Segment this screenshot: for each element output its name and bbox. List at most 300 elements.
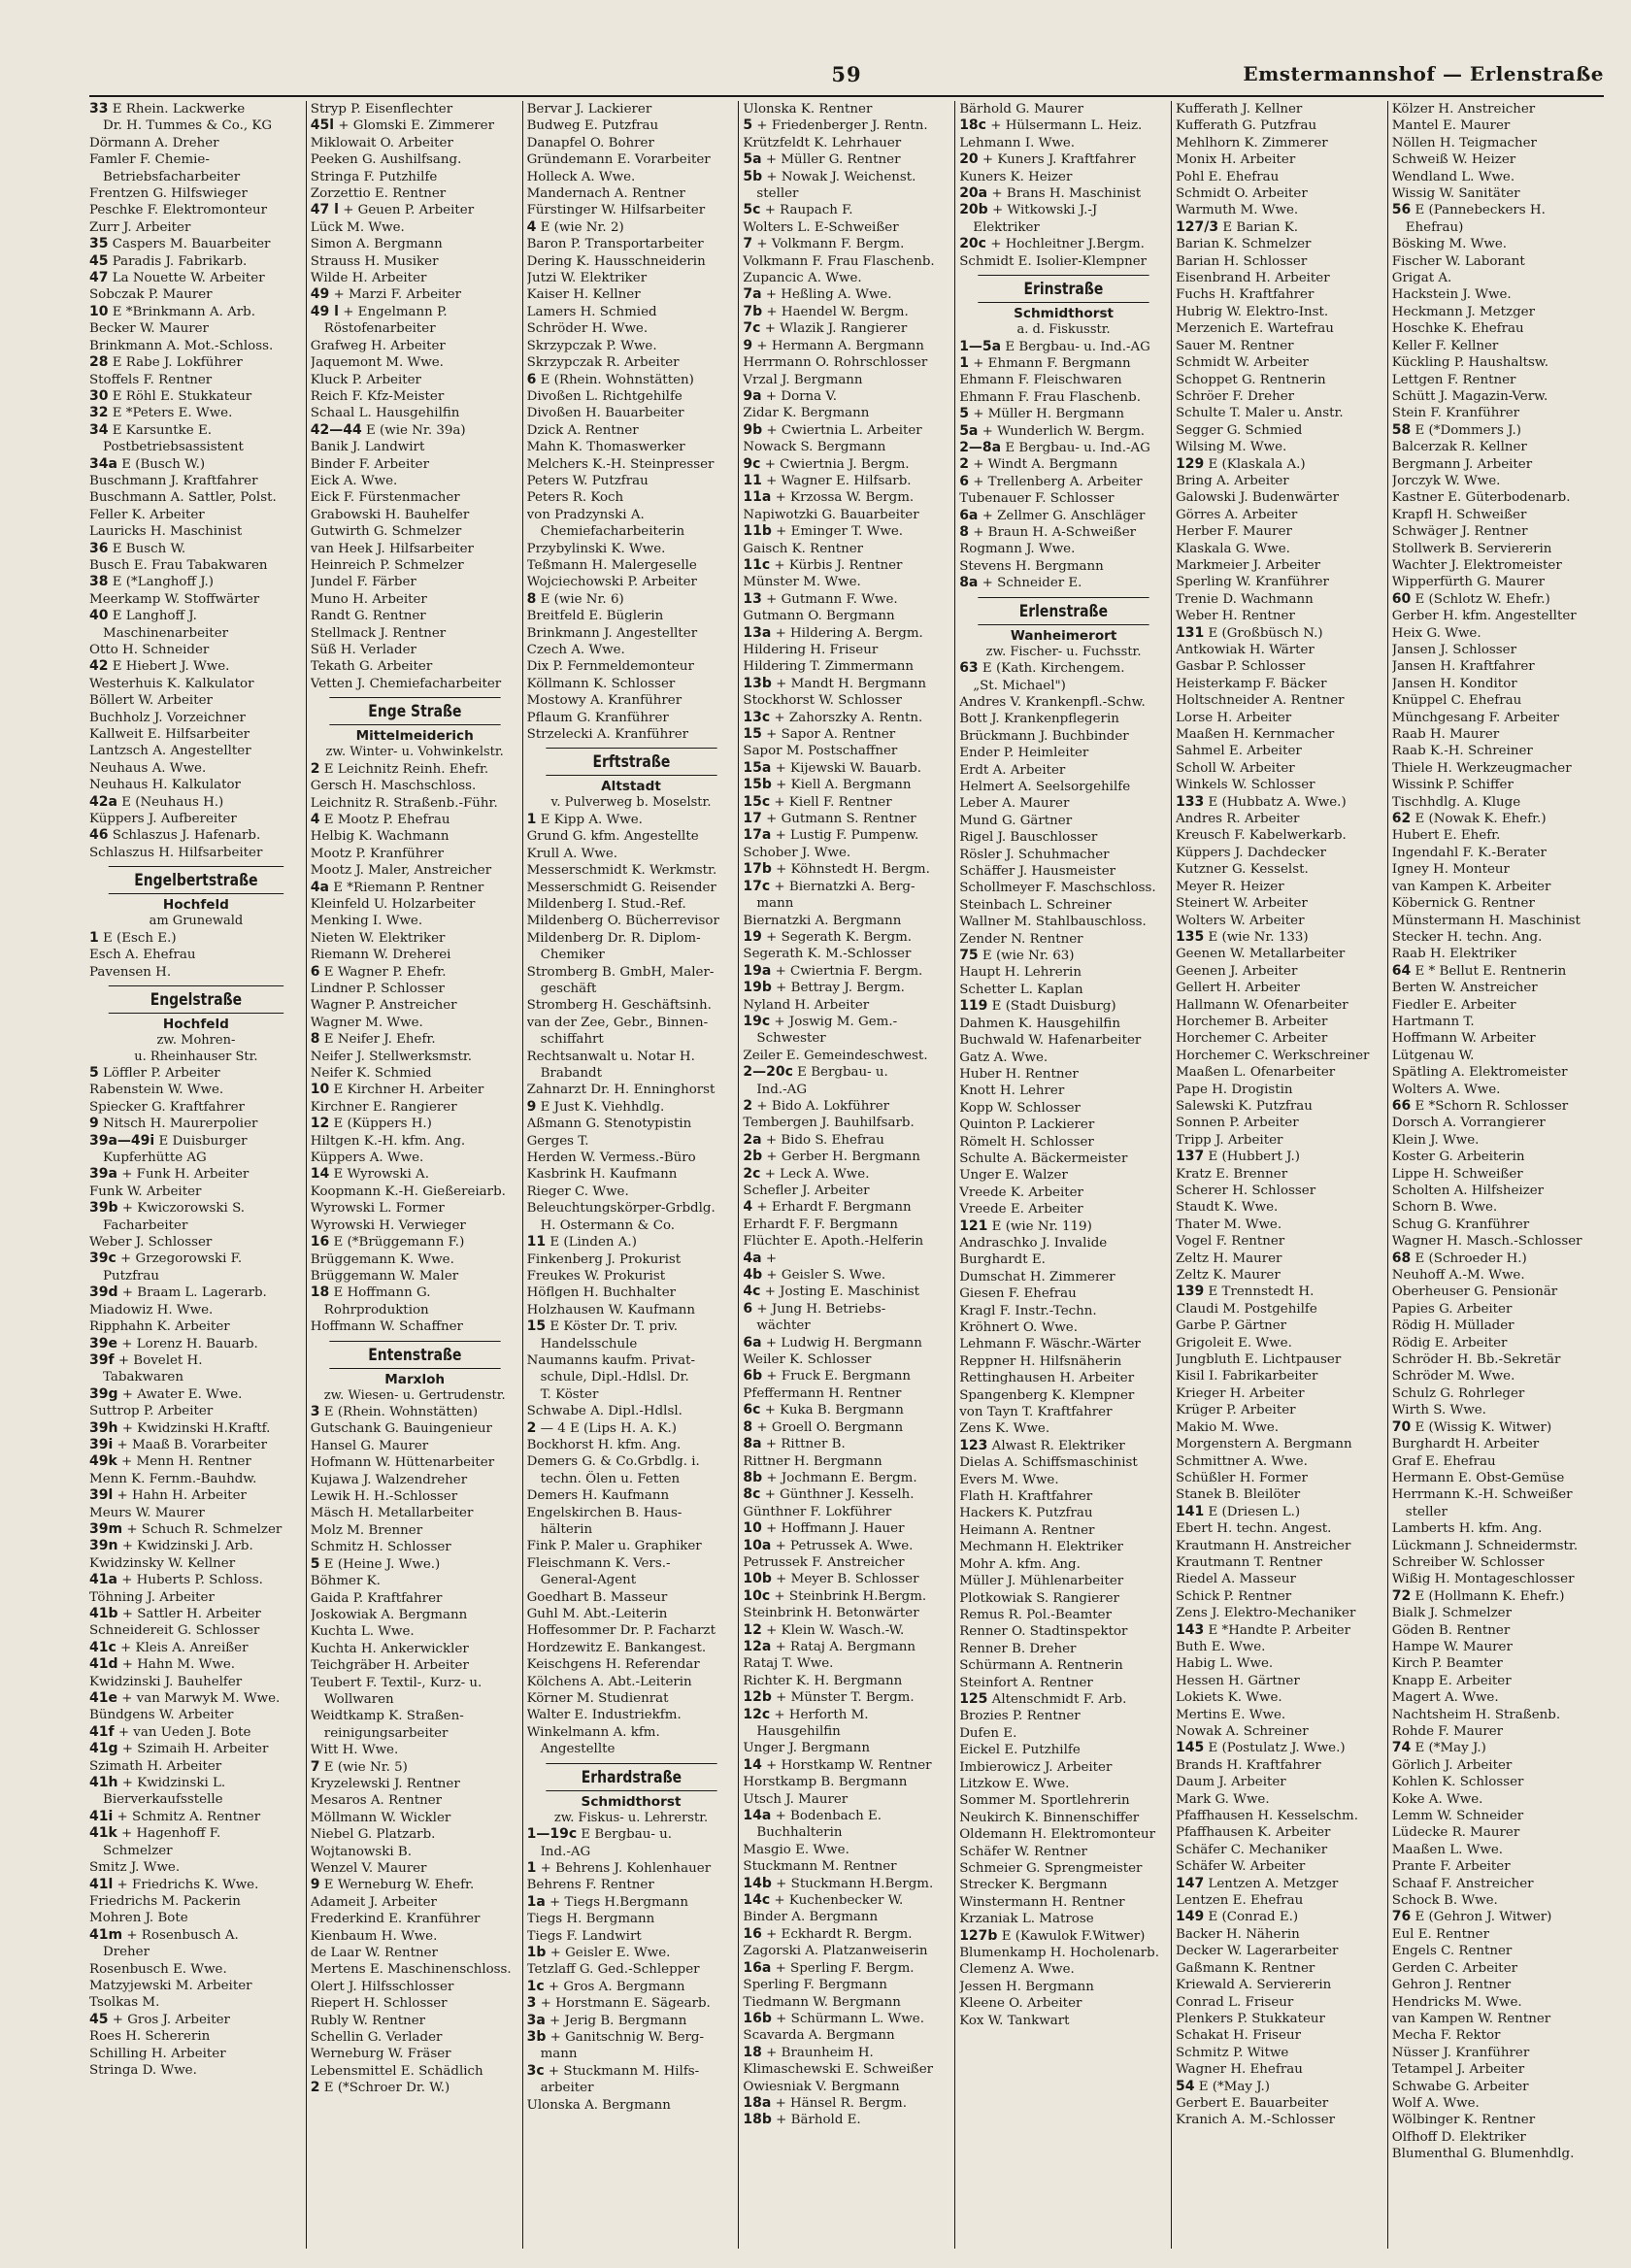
entry-text: + Segerath K. Bergm. (761, 929, 913, 945)
street-location-note: zw. Fiskus- u. Lehrerstr. (553, 1810, 709, 1825)
entry-text: E (Pannebeckers H. (1411, 203, 1546, 218)
entry-continuation (527, 2080, 736, 2096)
entry-text: E (*Langhoff J.) (108, 575, 215, 590)
resident-entry (89, 642, 303, 658)
resident-entry (959, 440, 1168, 456)
resident-entry (527, 812, 736, 828)
resident-entry (959, 355, 1168, 372)
entry-text: Wollwaren (323, 1691, 394, 1707)
resident-entry (1176, 794, 1384, 811)
resident-entry (1176, 811, 1384, 827)
resident-entry (89, 1555, 303, 1572)
resident-entry (89, 557, 303, 574)
entry-text: Oberheuser G. Pensionär (1391, 1284, 1558, 1300)
resident-entry (1392, 1842, 1601, 1858)
entry-text: Tsolkas M. (89, 1995, 160, 2011)
entry-text: Tekath G. Arbeiter (310, 659, 433, 675)
resident-entry (743, 913, 951, 929)
entry-text: Grabowski H. Bauhelfer (310, 507, 470, 522)
entry-text: + Grzegorowski F. (116, 1251, 243, 1267)
entry-text: Schetter L. Kaplan (959, 982, 1083, 997)
resident-entry (743, 253, 951, 270)
entry-text: Schulte T. Maler u. Anstr. (1175, 406, 1344, 421)
entry-text: Jaquemont M. Wwe. (310, 355, 444, 371)
entry-text: + Erhardt F. Bergmann (752, 1200, 912, 1216)
entry-text: + Hochleitner J.Bergm. (985, 237, 1145, 252)
entry-text: Zorzettio E. Rentner (310, 186, 447, 202)
entry-text: Ind.-AG (756, 1082, 808, 1097)
entry-text: Kriewald A. Serviererin (1175, 1978, 1332, 1993)
house-number: 32 (89, 405, 109, 421)
entry-text: Wenzel V. Maurer (310, 1861, 427, 1876)
entry-text: Rosenbusch E. Wwe. (89, 1961, 227, 1977)
entry-text: Clemenz A. Wwe. (959, 1962, 1075, 1978)
house-number: 5 (743, 117, 753, 134)
resident-entry (311, 1556, 519, 1573)
entry-text: Bervar J. Lackierer (526, 102, 652, 117)
resident-entry (1176, 1554, 1384, 1571)
resident-entry (959, 1894, 1168, 1911)
entry-text: Jansen H. Kraftfahrer (1391, 659, 1535, 675)
entry-text: Famler F. Chemie- (89, 152, 210, 168)
entry-text: Kuchta H. Ankerwickler (310, 1641, 469, 1656)
resident-entry (1392, 405, 1601, 421)
street-heading: Erlenstraße (979, 597, 1149, 625)
entry-text: Pflaum G. Kranführer (526, 710, 669, 725)
resident-entry (959, 1134, 1168, 1151)
resident-entry (89, 151, 303, 168)
entry-text: Messerschmidt K. Werkmstr. (526, 863, 717, 879)
entry-text: + Bido A. Lokführer (752, 1098, 890, 1114)
house-number: 19 (743, 928, 762, 945)
resident-entry (89, 185, 303, 202)
entry-text: Andraschko J. Invalide (959, 1235, 1108, 1251)
entry-text: Demers G. & Co.Grbdlg. i. (526, 1454, 700, 1470)
entry-text: Litzkow E. Wwe. (959, 1776, 1070, 1791)
resident-entry (89, 1538, 303, 1554)
entry-text: Schmittner A. Wwe. (1175, 1453, 1308, 1469)
resident-entry (89, 845, 303, 861)
entry-text: E (wie Nr. 63) (978, 949, 1075, 964)
resident-entry (311, 1522, 519, 1539)
entry-continuation (527, 1741, 736, 1757)
resident-entry (311, 1657, 519, 1674)
house-number: 19b (743, 980, 772, 996)
resident-entry (89, 1690, 303, 1707)
entry-text: E (Hollmann K. Ehefr.) (1411, 1588, 1565, 1604)
resident-entry (743, 541, 951, 557)
entry-text: + Sattler H. Arbeiter (117, 1607, 261, 1621)
resident-entry (1176, 1774, 1384, 1790)
entry-text: Burghardt E. (959, 1252, 1046, 1268)
house-number: 42 (89, 658, 109, 675)
entry-text: Matzyjewski M. Arbeiter (89, 1978, 252, 1993)
house-number: 45 (89, 2011, 109, 2027)
resident-entry (1176, 1858, 1384, 1875)
resident-entry (1392, 1977, 1601, 1993)
entry-text: Heinreich P. Schmelzer (310, 557, 464, 573)
house-number: 8c (743, 1486, 761, 1503)
resident-entry (527, 828, 736, 845)
resident-entry (1392, 1217, 1601, 1233)
resident-entry (89, 1437, 303, 1453)
resident-entry (527, 320, 736, 337)
house-number: 10b (743, 1571, 772, 1587)
entry-text: + Kürbis J. Rentner (770, 557, 903, 573)
resident-entry (311, 1776, 519, 1792)
house-number: 64 (1391, 962, 1412, 979)
resident-entry (527, 1724, 736, 1741)
resident-entry (1176, 320, 1384, 337)
entry-text: Kirch P. Beamter (1391, 1656, 1503, 1672)
entry-text: Blumenthal G. Blumenhdlg. (1391, 2147, 1575, 2162)
resident-entry (89, 1809, 303, 1825)
resident-entry (89, 1927, 303, 1944)
entry-text: E Neifer J. Ehefr. (319, 1032, 436, 1048)
resident-entry (743, 726, 951, 743)
resident-entry (527, 846, 736, 862)
resident-entry (311, 1675, 519, 1691)
resident-entry (311, 812, 519, 828)
entry-text: Jutzi W. Elektriker (526, 271, 648, 286)
resident-entry (743, 372, 951, 388)
entry-text: E Bergbau- u. Ind.-AG (1001, 441, 1150, 455)
entry-text: hälterin (540, 1522, 593, 1537)
house-number: 39n (89, 1538, 118, 1554)
resident-entry (89, 1082, 303, 1098)
entry-text: + Brans H. Maschinist (987, 186, 1142, 202)
entry-text: steller (756, 186, 799, 202)
entry-text: E (Kawulok F.Witwer) (997, 1928, 1146, 1944)
house-number: 123 (959, 1437, 988, 1453)
entry-text: + Cwiertnia F. Bergm. (771, 963, 923, 979)
entry-text: Stringa F. Putzhilfe (310, 169, 438, 184)
resident-entry (1392, 1926, 1601, 1943)
resident-entry (311, 828, 519, 845)
entry-text: + Friedrichs K. Wwe. (113, 1877, 259, 1892)
resident-entry (311, 1539, 519, 1555)
entry-text: Görres A. Arbeiter (1175, 507, 1298, 522)
entry-text: Monix H. Arbeiter (1175, 152, 1296, 168)
resident-entry (743, 338, 951, 354)
resident-entry (743, 642, 951, 658)
entry-text: Busch E. Frau Tabakwaren (89, 557, 268, 573)
house-number: 3c (526, 2062, 545, 2079)
resident-entry (1392, 489, 1601, 506)
entry-text: Schäfer W. Rentner (959, 1844, 1087, 1859)
resident-entry (959, 1759, 1168, 1776)
entry-text: E (Gehron J. Witwer) (1411, 1910, 1552, 1925)
resident-entry (1392, 1183, 1601, 1199)
entry-text: Galowski J. Budenwärter (1175, 490, 1339, 506)
resident-entry (959, 1725, 1168, 1742)
entry-text: Zidar K. Bergmann (743, 406, 870, 421)
resident-entry (1392, 827, 1601, 844)
resident-entry (959, 1472, 1168, 1488)
entry-text: + Stuckmann H.Bergm. (771, 1876, 934, 1891)
resident-entry (311, 1759, 519, 1776)
entry-text: + Steinbrink H.Bergm. (770, 1588, 927, 1604)
resident-entry (89, 1487, 303, 1504)
resident-entry (311, 1607, 519, 1623)
resident-entry (1392, 1588, 1601, 1605)
house-number: 49 (310, 286, 330, 303)
resident-entry (1392, 1267, 1601, 1284)
resident-entry (959, 1792, 1168, 1809)
entry-text: Schwabe G. Arbeiter (1391, 2079, 1529, 2094)
entry-text: E (Busch W.) (116, 456, 206, 472)
entry-text: + Volkmann F. Bergm. (752, 237, 905, 252)
resident-entry (743, 2011, 951, 2027)
entry-text: + Kwidzinski L. (117, 1776, 226, 1791)
resident-entry (1176, 1824, 1384, 1841)
house-number: 7 (743, 236, 753, 252)
resident-entry (1176, 710, 1384, 726)
resident-entry (89, 1336, 303, 1352)
resident-entry (1176, 338, 1384, 354)
resident-entry (311, 1234, 519, 1251)
entry-text: Mohr A. kfm. Ang. (959, 1556, 1081, 1572)
resident-entry (743, 1622, 951, 1639)
entry-text: Vogel F. Rentner (1175, 1234, 1285, 1250)
resident-entry (743, 1132, 951, 1149)
resident-entry (311, 1150, 519, 1166)
resident-entry (89, 1775, 303, 1791)
entry-text: Grigoleit E. Wwe. (1175, 1335, 1292, 1351)
resident-entry (527, 1640, 736, 1656)
house-number: 1 (959, 354, 969, 371)
resident-entry (1176, 388, 1384, 405)
resident-entry (311, 676, 519, 692)
entry-text: + Hahn M. Wwe. (117, 1657, 236, 1673)
entry-text: Tiegs F. Landwirt (526, 1928, 642, 1944)
entry-text: E (Nowak K. Ehefr.) (1411, 812, 1547, 827)
resident-entry (959, 964, 1168, 981)
resident-entry (311, 219, 519, 236)
resident-entry (527, 1995, 736, 2012)
entry-text: van Heek J. Hilfsarbeiter (310, 541, 474, 556)
house-number: 127b (959, 1927, 998, 1944)
entry-text: Münchgesang F. Arbeiter (1391, 710, 1559, 725)
resident-entry (311, 1792, 519, 1809)
resident-entry (1176, 1673, 1384, 1689)
resident-entry (89, 541, 303, 557)
resident-entry (89, 591, 303, 608)
district-name: Marxloh (384, 1371, 446, 1387)
resident-entry (1176, 692, 1384, 709)
street-heading: Erhardstraße (546, 1763, 716, 1791)
entry-text: Schröder H. Bb.-Sekretär (1391, 1352, 1561, 1368)
house-number: 72 (1391, 1587, 1412, 1604)
resident-entry (959, 1522, 1168, 1539)
entry-text: Hildering T. Zimmermann (743, 659, 914, 675)
resident-entry (311, 608, 519, 624)
entry-text: Schlaszus J. Hafenarb. (108, 828, 261, 844)
entry-text: Mostowy A. Kranführer (526, 693, 682, 709)
entry-text: Meyer R. Heizer (1175, 879, 1284, 894)
entry-text: Rohde F. Maurer (1391, 1724, 1504, 1739)
resident-entry (311, 236, 519, 252)
resident-entry (743, 1335, 951, 1351)
resident-entry (1392, 473, 1601, 489)
resident-entry (527, 964, 736, 981)
entry-text: Quinton P. Lackierer (959, 1117, 1095, 1133)
entry-text: Knüppel C. Ehefrau (1391, 693, 1522, 709)
resident-entry (743, 845, 951, 861)
house-number: 10 (310, 1082, 330, 1098)
entry-text: Schaaf F. Anstreicher (1391, 1876, 1534, 1891)
resident-entry (959, 1641, 1168, 1657)
resident-entry (89, 286, 303, 303)
entry-continuation (527, 2046, 736, 2062)
entry-text: + Awater E. Wwe. (117, 1386, 243, 1402)
entry-text: techn. Ölen u. Fetten (540, 1471, 681, 1486)
house-number: 11 (526, 1234, 547, 1251)
resident-entry (1392, 1994, 1601, 2011)
entry-text: Zens K. Wwe. (959, 1421, 1050, 1437)
house-number: 14c (743, 1892, 771, 1909)
entry-text: Ulonska A. Bergmann (526, 2097, 671, 2113)
house-number: 5a (959, 422, 979, 439)
entry-text: Salewski K. Putzfrau (1175, 1098, 1313, 1114)
entry-text: Schäffer J. Hausmeister (959, 864, 1116, 880)
resident-entry (959, 779, 1168, 795)
resident-entry (1176, 642, 1384, 658)
resident-entry (311, 591, 519, 608)
resident-entry (1176, 1335, 1384, 1351)
entry-text: E (Conrad E.) (1204, 1910, 1299, 1925)
resident-entry (959, 660, 1168, 677)
resident-entry (89, 1065, 303, 1082)
resident-entry (959, 101, 1168, 117)
house-number: 3b (526, 2029, 547, 2046)
entry-text: Renner O. Stadtinspektor (959, 1624, 1128, 1640)
resident-entry (1392, 2112, 1601, 2128)
entry-continuation (527, 1572, 736, 1588)
resident-entry (1176, 625, 1384, 642)
entry-text: Hoffmann W. Arbeiter (1391, 1031, 1536, 1047)
entry-text: Dumschat H. Zimmerer (959, 1269, 1115, 1284)
house-number: 6a (959, 507, 979, 523)
resident-entry (1392, 1284, 1601, 1300)
resident-entry (743, 1233, 951, 1250)
entry-text: Horchemer C. Arbeiter (1175, 1031, 1328, 1047)
entry-text: — 4 E (Lips H. A. K.) (536, 1420, 678, 1436)
entry-text: Jansen J. Schlosser (1391, 643, 1516, 657)
resident-entry (1392, 1082, 1601, 1098)
entry-continuation (89, 1944, 303, 1960)
resident-entry (527, 473, 736, 489)
entry-text: Klein J. Wwe. (1391, 1132, 1480, 1148)
resident-entry (959, 185, 1168, 202)
resident-entry (959, 1844, 1168, 1860)
entry-text: Paradis J. Fabrikarb. (108, 253, 248, 269)
entry-text: Münstermann H. Maschinist (1391, 913, 1581, 928)
resident-entry (959, 813, 1168, 829)
resident-entry (527, 1860, 736, 1877)
resident-entry (527, 997, 736, 1014)
resident-entry (1392, 1199, 1601, 1216)
resident-entry (959, 1607, 1168, 1623)
house-number: 12c (743, 1706, 771, 1722)
entry-text: E (wie Nr. 2) (536, 219, 624, 235)
house-number: 20 (959, 151, 979, 168)
entry-text: Balcerzak R. Kellner (1391, 440, 1527, 455)
resident-entry (527, 236, 736, 252)
resident-entry (743, 1064, 951, 1081)
entry-text: Angestellte (540, 1742, 616, 1757)
entry-text: + Engelmann P. (338, 304, 448, 319)
entry-text: Tubenauer F. Schlosser (959, 491, 1115, 507)
entry-text: + Kwidzinski J. Arb. (117, 1539, 253, 1554)
entry-text: Höflgen H. Buchhalter (526, 1285, 677, 1301)
resident-entry (527, 913, 736, 929)
resident-entry (743, 1892, 951, 1909)
resident-entry (311, 1641, 519, 1657)
entry-text: Gellert H. Arbeiter (1175, 981, 1300, 996)
entry-text: Chemiefacharbeiterin (540, 524, 685, 540)
resident-entry (1176, 1892, 1384, 1909)
resident-entry (1176, 963, 1384, 980)
entry-text: Buschmann J. Kraftfahrer (89, 473, 258, 488)
entry-text: Tripp J. Arbeiter (1175, 1132, 1283, 1148)
entry-text: Böhmer K. (310, 1574, 381, 1589)
resident-entry (1176, 1048, 1384, 1064)
resident-entry (1176, 1351, 1384, 1368)
entry-text: Otto H. Schneider (89, 643, 210, 657)
resident-entry (527, 1302, 736, 1318)
entry-text: + Hülsermann L. Heiz. (985, 118, 1143, 134)
resident-entry (1176, 743, 1384, 759)
resident-entry (959, 1319, 1168, 1336)
resident-entry (1176, 1436, 1384, 1452)
entry-continuation (743, 1030, 951, 1047)
entry-text: Eick F. Fürstenmacher (310, 490, 460, 506)
entry-continuation (527, 1217, 736, 1234)
entry-text: Engelskirchen B. Haus- (526, 1505, 682, 1520)
entry-text: Tembergen J. Bauhilfsarb. (743, 1116, 915, 1131)
entry-text: Menn K. Fernm.-Bauhdw. (89, 1471, 257, 1486)
resident-entry (1392, 151, 1601, 168)
resident-entry (1392, 1520, 1601, 1537)
entry-text: Kupferhütte AG (103, 1151, 207, 1166)
entry-text: Stellmack J. Rentner (310, 625, 447, 641)
entry-text: + Bodenbach E. (771, 1809, 882, 1824)
entry-text: Gründemann E. Vorarbeiter (526, 152, 711, 168)
resident-entry (1176, 1385, 1384, 1402)
street-location-note: v. Pulverweg b. Moselstr. (550, 795, 712, 811)
entry-text: Warmuth M. Wwe. (1175, 203, 1299, 218)
entry-text: Werneburg W. Fräser (310, 2047, 451, 2062)
resident-entry (311, 1099, 519, 1116)
entry-text: Wissig W. Sanitäter (1391, 186, 1520, 202)
resident-entry (743, 1808, 951, 1824)
house-number: 10c (743, 1587, 771, 1604)
entry-text: Blumenkamp H. Hocholenarb. (959, 1946, 1159, 1961)
entry-text: Stollwerk B. Serviererin (1391, 541, 1552, 556)
resident-entry (527, 354, 736, 371)
resident-entry (1176, 523, 1384, 540)
entry-text: Claudi M. Postgehilfe (1175, 1301, 1317, 1317)
entry-text: + Zellmer G. Anschläger (978, 508, 1146, 523)
resident-entry (527, 591, 736, 608)
house-number: 9a (743, 387, 762, 404)
house-number: 14 (310, 1166, 330, 1183)
resident-entry (743, 1673, 951, 1689)
resident-entry (743, 2045, 951, 2061)
resident-entry (1392, 929, 1601, 946)
resident-entry (959, 1303, 1168, 1319)
